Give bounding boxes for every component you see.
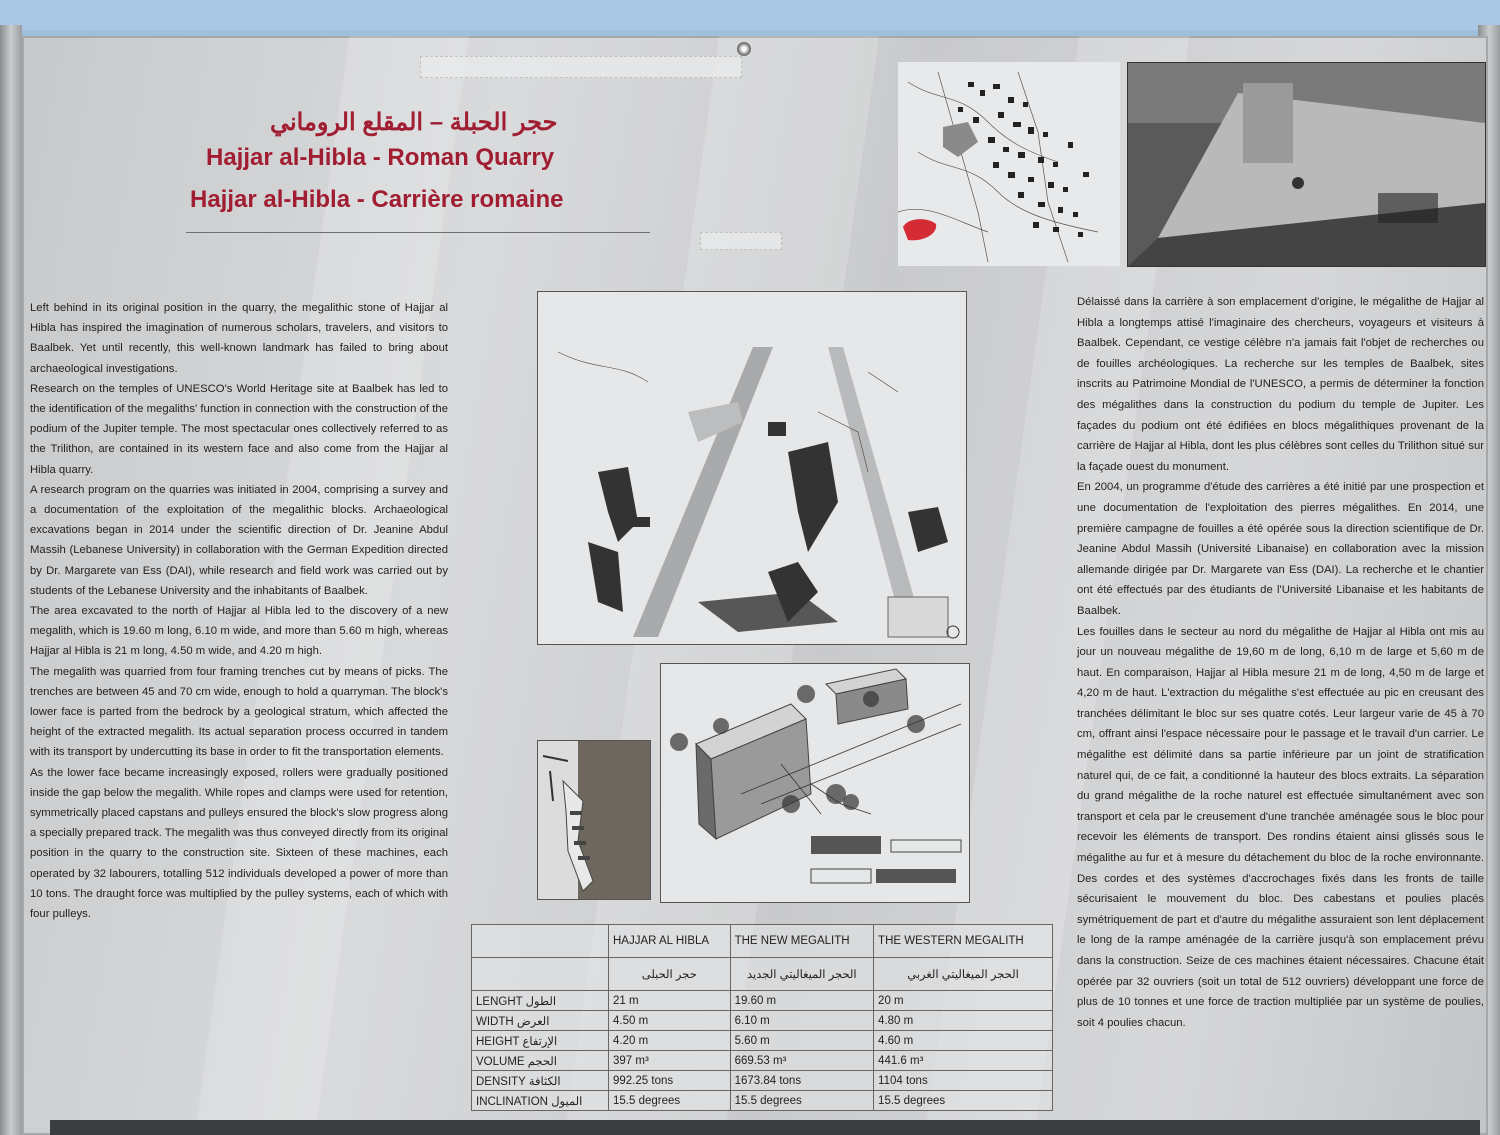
table-row [472, 1071, 1053, 1091]
table-cell: 19.60 m [730, 991, 873, 1011]
row-label-en: VOLUME [476, 1055, 525, 1068]
table-row [472, 1091, 1053, 1111]
table-cell: 5.60 m [730, 1031, 873, 1051]
column-header-arabic: الحجر الميغاليتي الغربي [874, 958, 1053, 991]
table-cell: 441.6 m³ [874, 1051, 1053, 1071]
table-cell: 20 m [874, 991, 1053, 1011]
quarry-site-plan [537, 291, 967, 645]
city-map-drawing [898, 62, 1120, 266]
english-paragraph: The megalith was quarried from four framing trenches cut by means of picks. The trenches are between 45 and 70 cm wide, enough to hold a quarryman. The block's lower face is parted from the bedrock by a geological stratum, which affected the height of the extracted megalith. Its actual separation process occurred in tandem with its transport by undercutting its base in order to fit the transportation elements. [30, 665, 448, 759]
row-label-en: LENGHT [476, 995, 523, 1008]
english-paragraph: As the lower face became increasingly exposed, rollers were gradually positioned inside the gap below the megalith. While ropes and clamps were used for retention, symmetrically placed capstans and pulleys ensured the block's slow progress along a specially prepared track. The megalith was thus conveyed directly from its original position in the quarry to the construction site. Sixteen of these machines, each operated by 32 labourers, totalling 512 individuals developed a power of more than 10 tons. The draught force was multiplied by the pulley systems, each of which with four pulleys. [30, 766, 448, 921]
megalith-transport-diagram [660, 663, 970, 903]
french-paragraph: Les fouilles dans le secteur au nord du mégalithe de Hajjar al Hibla ont mis au jour un nouveau mégalithe de 19,60 m de long, 6,10 m de large et 5,60 m de haut. En comparaison, Hajjar al Hibla mesure 21 m de long, 4,50 m de large et 4,20 m de haut. L'extraction du mégalithe s'est effectuée au pic en creusant des tranchées délimitant le bloc sur ses quatre cotés. Leur largeur varie de 45 à 70 cm, offrant ainsi l'espace nécessaire pour le passage et le travail d'un carrier. Le mégalithe est délimité dans sa partie inférieure par un joint de stratification naturel qui, de ce fait, a conditionné la hauteur des blocs extraits. La séparation du grand mégalithe de la roche naturel est effectuée simultanément avec son transport et cela par le creusement d'une tranchée aménagée sous le bloc pour recevoir les éléments de transport. Des rondins étaient ainsi glissés sous le mégalithe au fur et à mesure du détachement du bloc de la roche environnante. Des cordes et des systèmes d'accrochages fixés dans les fronts de taille sécurisaient le mouvement du bloc. Des cabestans et poulies placés symétriquement de part et d'autre du mégalithe assuraient son lent déplacement le long de la rampe aménagée de la carrière jusqu'à son emplacement prévu dans la construction. Seize de ces machines étaient nécessaires. Chacune était opérée par 32 ouvriers (soit un total de 512 ouvriers) développant une force de plus de 10 tonnes et une force de traction multipliée par un système de poulies, soit 4 poulies chacun. [1077, 625, 1484, 1029]
trench-drawing [538, 741, 650, 899]
table-cell: 15.5 degrees [609, 1091, 731, 1111]
table-header-arabic-row [472, 958, 1053, 991]
photo-drawing [1128, 63, 1485, 266]
row-label-ar: الحجم [527, 1055, 557, 1068]
row-label-en: WIDTH [476, 1015, 514, 1028]
french-paragraph: En 2004, un programme d'étude des carrières a été initié par une prospection et une documentation de l'exploitation des pierres mégalithes. En 2014, une première campagne de fouilles a été opérée sous la direction scientifique de Dr. Jeanine Abdul Massih (Université Libanaise) en collaboration avec la mission allemande dirigée par Dr. Margarete van Ess (DAI). La recherche et le chantier ont été effectués par des étudiants de l'Université Libanaise et les habitants de Baalbek. [1077, 481, 1484, 617]
english-paragraph: A research program on the quarries was initiated in 2004, comprising a survey and a documentation of the exploitation of the megalithic blocks. Archaeological excavations began in 2014 under the scientific direction of Dr. Jeanine Abdul Massih (Lebanese University) in collaboration with the German Expedition directed by Dr. Margarete van Ess (DAI), while research and field work was carried out by students of the Lebanese University and the inhabitants of Baalbek. [30, 483, 448, 597]
table-cell: 4.60 m [874, 1031, 1053, 1051]
column-header: THE NEW MEGALITH [730, 925, 873, 958]
sky [0, 0, 1500, 30]
row-label-ar: الطول [525, 995, 557, 1008]
table-cell: 4.20 m [609, 1031, 731, 1051]
row-label [472, 991, 609, 1011]
row-label-en: HEIGHT [476, 1035, 520, 1048]
column-header: HAJJAR AL HIBLA [609, 925, 731, 958]
sign-post-left [0, 25, 22, 1135]
table-corner-cell [472, 925, 609, 958]
title-french: Hajjar al-Hibla - Carrière romaine [190, 186, 564, 213]
table-header-row [472, 925, 1053, 958]
historic-megalith-photo [1127, 62, 1486, 267]
table-row [472, 1031, 1053, 1051]
column-header-arabic: الحجر الميغاليتي الجديد [730, 958, 873, 991]
screw-icon [737, 42, 751, 56]
title-divider [186, 232, 650, 233]
table-cell: 15.5 degrees [730, 1091, 873, 1111]
table-cell: 669.53 m³ [730, 1051, 873, 1071]
lower-photo-strip [50, 1120, 1480, 1135]
table-row [472, 1051, 1053, 1071]
english-paragraph: The area excavated to the north of Hajjar al Hibla led to the discovery of a new megalith, which is 19.60 m long, 6.10 m wide, and more than 5.60 m high, whereas Hajjar al Hibla is 21 m long, 4.50 m wide, and 4.20 m high. [30, 605, 448, 658]
row-label [472, 1071, 609, 1091]
transport-drawing [661, 664, 969, 902]
title-english: Hajjar al-Hibla - Roman Quarry [206, 144, 555, 171]
table-cell: 15.5 degrees [874, 1091, 1053, 1111]
table-row [472, 991, 1053, 1011]
english-paragraph: Research on the temples of UNESCO's World Heritage site at Baalbek has led to the identification of the megaliths' function in connection with the construction of the podium of the Jupiter temple. The most spectacular ones collectively referred to as the Trilithon, are contained in its western face and also come from the Hajjar al Hibla quarry. [30, 382, 448, 476]
table-corner-cell [472, 958, 609, 991]
table-cell: 6.10 m [730, 1011, 873, 1031]
table-cell: 1104 tons [874, 1071, 1053, 1091]
table-cell: 4.50 m [609, 1011, 731, 1031]
table-row [472, 1011, 1053, 1031]
row-label [472, 1051, 609, 1071]
row-label-ar: العرض [516, 1015, 550, 1028]
baalbek-city-map [898, 62, 1120, 266]
row-label-en: INCLINATION [476, 1095, 548, 1108]
table-cell: 992.25 tons [609, 1071, 731, 1091]
french-description [1077, 292, 1484, 1033]
trench-detail-photo [537, 740, 651, 900]
title-arabic: حجر الحبلة – المقلع الروماني [270, 109, 558, 136]
row-label-ar: الإرتفاع [522, 1035, 558, 1048]
table-cell: 1673.84 tons [730, 1071, 873, 1091]
english-paragraph: Left behind in its original position in the quarry, the megalithic stone of Hajjar al Hibla has inspired the imagination of numerous scholars, travelers, and visitors to Baalbek. Yet until recently, this well-known landmark has failed to bring about archaeological investigations. [30, 302, 448, 375]
english-description [30, 298, 448, 924]
row-label [472, 1011, 609, 1031]
site-plan-drawing [538, 292, 966, 644]
table-cell: 397 m³ [609, 1051, 731, 1071]
row-label-en: DENSITY [476, 1075, 526, 1088]
row-label [472, 1091, 609, 1111]
table-cell: 21 m [609, 991, 731, 1011]
row-label-ar: الكثافة [528, 1075, 561, 1088]
row-label-ar: الميول [551, 1095, 583, 1108]
megalith-dimensions-table [471, 924, 1053, 1111]
column-header-arabic: حجر الحبلى [609, 958, 731, 991]
column-header: THE WESTERN MEGALITH [874, 925, 1053, 958]
french-paragraph: Délaissé dans la carrière à son emplacement d'origine, le mégalithe de Hajjar al Hibla a longtemps attisé l'imaginaire des chercheurs, voyageurs et visiteurs à Baalbek. Cependant, ce vestige célèbre n'a jamais fait l'objet de recherches ou de fouilles archéologiques. La recherche sur les temples de Baalbek, sites inscrits au Patrimoine Mondial de l'UNESCO, a permis de déterminer la fonction des mégalithes dans la construction du podium du temple de Jupiter. Les façades du podium ont été édifiées en blocs mégalithiques provenant de la carrière de Hajjar al Hibla, dont les plus célèbres sont celles du Trilithon situé sur la façade ouest du monument. [1077, 296, 1484, 473]
tape-residue [420, 56, 742, 78]
tape-residue [700, 232, 782, 250]
row-label [472, 1031, 609, 1051]
table-cell: 4.80 m [874, 1011, 1053, 1031]
